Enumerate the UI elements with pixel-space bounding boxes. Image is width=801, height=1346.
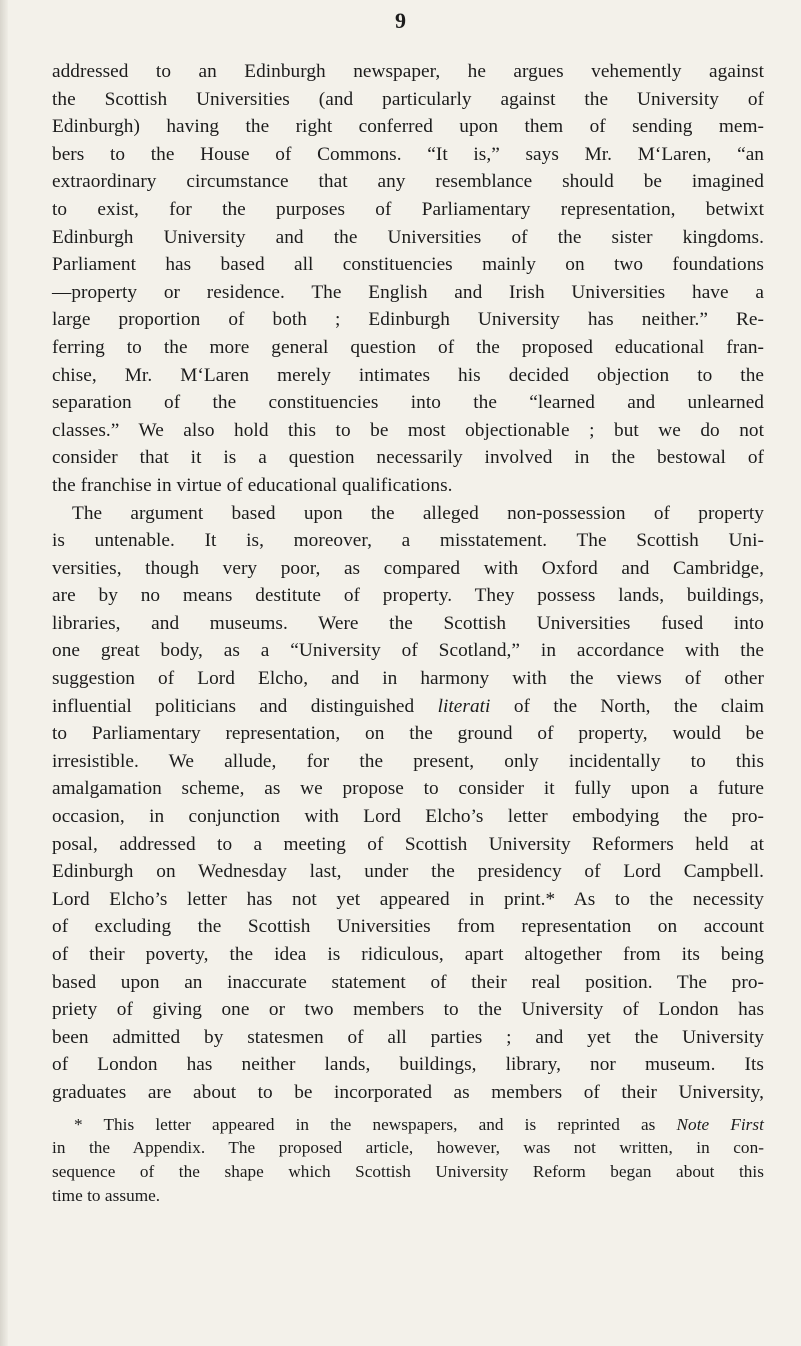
text-line: versities, though very poor, as compared with Oxford and Cambridge, — [52, 557, 764, 579]
text-line: of excluding the Scottish Universities from representation on account — [52, 916, 764, 938]
text-line: Edinburgh University and the Universities of the sister kingdoms. — [52, 226, 764, 248]
text-line: —property or residence. The English and Irish Universities have a — [52, 281, 764, 303]
text-line: ferring to the more general question of the proposed educational fran- — [52, 336, 764, 358]
footnote — [52, 1113, 764, 1208]
page-number: 9 — [395, 8, 406, 33]
text-line: suggestion of Lord Elcho, and in harmony with the views of other — [52, 668, 764, 690]
text-segment: * This letter appeared in the newspapers, and is reprinted as — [74, 1114, 656, 1134]
text-line: Lord Elcho’s letter has not yet appeared in print.* As to the necessity — [52, 888, 764, 910]
text-line: graduates are about to be incorporated as members of their University, — [52, 1081, 764, 1103]
text-line: the Scottish Universities (and particularly against the University of — [52, 88, 764, 110]
footnote-line: sequence of the shape which Scottish University Reform began about this — [52, 1162, 764, 1182]
text-line: bers to the House of Commons. “It is,” says Mr. M‘Laren, “an — [52, 143, 764, 165]
footnote-line: time to assume. — [52, 1185, 161, 1205]
text-line: large proportion of both ; Edinburgh University has neither.” Re- — [52, 309, 764, 331]
text-line: Parliament has based all constituencies mainly on two foundations — [52, 254, 764, 276]
text-line: occasion, in conjunction with Lord Elcho’s letter embodying the pro- — [52, 806, 764, 828]
text-segment: influential politicians and distinguished — [52, 695, 415, 717]
text-line: priety of giving one or two members to the University of London has — [52, 999, 764, 1021]
text-line-with-italic — [52, 693, 764, 721]
text-segment: of the North, the claim — [513, 695, 764, 717]
footnote-line: in the Appendix. The proposed article, however, was not written, in con- — [52, 1138, 764, 1158]
text-line: extraordinary circumstance that any resemblance should be imagined — [52, 171, 764, 193]
text-line: classes.” We also hold this to be most objectionable ; but we do not — [52, 419, 764, 441]
text-line: of their poverty, the idea is ridiculous, apart altogether from its being — [52, 944, 764, 965]
text-line: The argument based upon the alleged non-possession of property — [72, 502, 764, 524]
italic-reference: Note First — [676, 1114, 764, 1134]
text-line: consider that it is a question necessarily involved in the bestowal of — [52, 447, 764, 469]
italic-word: literati — [437, 695, 491, 717]
text-line: irresistible. We allude, for the present, only incidentally to this — [52, 750, 764, 772]
footnote-line-with-italic — [52, 1113, 764, 1137]
text-line: to exist, for the purposes of Parliamentary representation, betwixt — [52, 198, 764, 220]
text-line: libraries, and museums. Were the Scottish Universities fused into — [52, 612, 764, 634]
text-line: been admitted by statesmen of all parties ; and yet the University — [52, 1026, 764, 1048]
body-text — [52, 58, 764, 1208]
text-line: Edinburgh on Wednesday last, under the presidency of Lord Campbell. — [52, 861, 764, 883]
text-line: is untenable. It is, moreover, a misstatement. The Scottish Uni- — [52, 530, 764, 552]
text-line: are by no means destitute of property. They possess lands, buildings, — [52, 585, 764, 607]
text-line: separation of the constituencies into the “learned and unlearned — [52, 392, 764, 414]
text-line: chise, Mr. M‘Laren merely intimates his decided objection to the — [52, 364, 764, 386]
text-line: to Parliamentary representation, on the ground of property, would be — [52, 723, 764, 745]
text-line: Edinburgh) having the right conferred upon them of sending mem- — [52, 116, 764, 138]
text-line: posal, addressed to a meeting of Scottish University Reformers held at — [52, 833, 764, 855]
text-line: addressed to an Edinburgh newspaper, he argues vehemently against — [52, 61, 764, 82]
text-line: based upon an inaccurate statement of their real position. The pro- — [52, 971, 764, 993]
page-edge-shadow — [0, 0, 8, 1346]
text-line: of London has neither lands, buildings, library, nor museum. Its — [52, 1054, 764, 1076]
text-line: one great body, as a “University of Scotland,” in accordance with the — [52, 640, 764, 662]
text-line: the franchise in virtue of educational qualifications. — [52, 474, 453, 496]
text-line: amalgamation scheme, as we propose to consider it fully upon a future — [52, 778, 764, 800]
